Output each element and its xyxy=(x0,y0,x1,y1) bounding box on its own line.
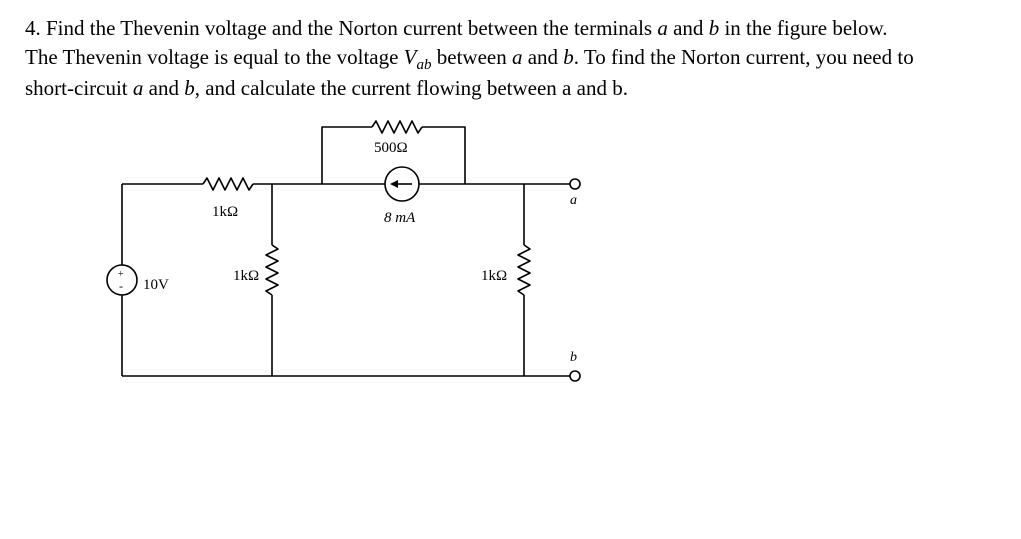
resistor-r2 xyxy=(266,245,278,295)
wire-bridge-right xyxy=(422,127,465,184)
term-a: a xyxy=(511,44,523,69)
terminal-a-label: a xyxy=(570,193,577,208)
voltage-source-plus: + xyxy=(118,269,124,280)
resistor-500-label: 500Ω xyxy=(374,140,408,156)
terminal-a-node xyxy=(570,179,580,189)
problem-line-3: short-circuit a and b, and calculate the current flowing between a and b. xyxy=(25,76,628,100)
terminal-b-label: b xyxy=(570,350,577,365)
resistor-r3 xyxy=(518,245,530,295)
term-b: b xyxy=(184,76,195,100)
voltage-source-minus: - xyxy=(119,279,123,293)
resistor-r2-label: 1kΩ xyxy=(233,268,260,284)
problem-line-1: 4. Find the Thevenin voltage and the Norton current between the terminals a and b in the figure below. xyxy=(25,16,888,40)
term-a: a xyxy=(657,16,668,40)
resistor-r3-label: 1kΩ xyxy=(481,268,508,284)
wire-bridge-left xyxy=(322,127,372,184)
resistor-r1 xyxy=(203,178,253,190)
voltage-source-label: 10V xyxy=(143,277,169,293)
vab-symbol: V xyxy=(403,44,417,69)
resistor-500 xyxy=(372,121,422,133)
current-source-label: 8 mA xyxy=(384,210,416,226)
vab-subscript: ab xyxy=(416,56,432,73)
term-a: a xyxy=(132,76,144,100)
problem-line-2: The Thevenin voltage is equal to the voltage $V_{ab}$ between a and b. To find the Norton current, you need to xyxy=(25,44,914,73)
resistor-r1-label: 1kΩ xyxy=(212,204,239,220)
term-b: b xyxy=(563,44,574,69)
terminal-b-node xyxy=(570,371,580,381)
term-b: b xyxy=(708,16,720,40)
current-arrow-icon xyxy=(390,180,412,188)
